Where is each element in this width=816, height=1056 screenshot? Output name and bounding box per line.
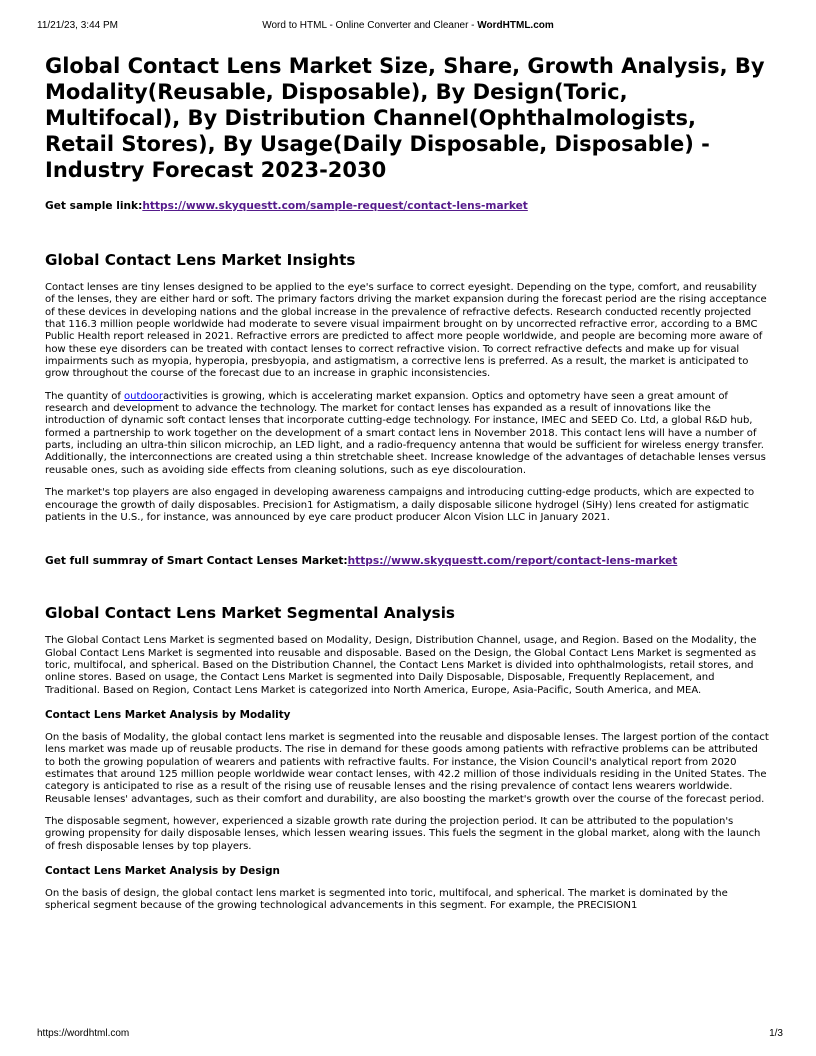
page-title-site: WordHTML.com	[477, 20, 554, 31]
document-body	[45, 53, 769, 913]
print-page-title	[0, 20, 816, 31]
insights-heading: Global Contact Lens Market Insights	[45, 251, 356, 269]
segmental-paragraph: The Global Contact Lens Market is segmented based on Modality, Design, Distribution Channel, usage, and Region. Based on the Modality, the Global Contact Lens Market is segmented into reusable and disposable. Based on the Design, the Global Contact Lens Market is segmented as toric, multifocal, and spherical. Based on the Distribution Channel, the Contact Lens Market is divided into ophthalmologists, retail stores, and online stores. Based on usage, the Contact Lens Market is segmented into Daily Disposable, Disposable, Frequently Replacement, and Traditional. Based on Region, Contact Lens Market is categorized into North America, Europe, Asia-Pacific, South America, and MEA.	[45, 635, 757, 696]
p2-text-before: The quantity of	[45, 390, 125, 402]
outdoor-link[interactable]: outdoor	[124, 390, 163, 402]
print-header	[0, 20, 816, 34]
design-paragraph: On the basis of design, the global contact lens market is segmented into toric, multifocal, and spherical. The market is dominated by the spherical segment because of the growing technological advancements in this segment. For example, the PRECISION1	[45, 888, 728, 912]
sample-link-line	[45, 199, 769, 213]
segmental-heading: Global Contact Lens Market Segmental Analysis	[45, 604, 455, 623]
print-footer-url: https://wordhtml.com	[37, 1028, 130, 1039]
summary-link-line	[45, 554, 769, 568]
summary-link-label: Get full summray of Smart Contact Lenses Market:	[45, 555, 348, 568]
print-page-count: 1/3	[769, 1028, 783, 1039]
insights-paragraph-3: The market's top players are also engaged in developing awareness campaigns and introducing cutting-edge products, which are expected to encourage the growth of daily disposables. Precision1 for Astigmatism, a daily disposable silicone hydrogel (SiHy) lens created for astigmatic patients in the U.S., for instance, was announced by eye care product producer Alcon Vision LLC in January 2021.	[45, 487, 755, 523]
p2-text-after: activities is growing, which is accelerating market expansion. Optics and optometry have seen a great amount of research and development to advance the technology. The market for contact lenses has expanded as a result of innovations like the introduction of dynamic soft contact lenses that incorporate cutting-edge technology. For instance, IMEC and SEED Co. Ltd, a global R&D hub, formed a partnership to work together on the development of a smart contact lens in November 2018. This contact lens will have a number of parts, including an ultra-thin silicon microchip, an LED light, and a radio-frequency antenna that would be sufficient for wireless energy transfer. Additionally, the interconnections are created using a thin stretchable sheet. Increase knowledge of the advantages of detachable lenses versus reusable ones, such as avoiding side effects from cleaning solutions, such as eye discolouration.	[45, 390, 766, 476]
design-heading: Contact Lens Market Analysis by Design	[45, 865, 280, 877]
insights-paragraph-2	[45, 391, 769, 477]
page-title-prefix: Word to HTML - Online Converter and Cleaner -	[262, 20, 478, 31]
sample-link-label: Get sample link:	[45, 200, 143, 212]
insights-paragraph-1: Contact lenses are tiny lenses designed to be applied to the eye's surface to correct eyesight. Depending on the type, comfort, and reusability of the lenses, they are either hard or soft. The primary factors driving the market expansion during the forecast period are the rising acceptance of these devices in developing nations and the global increase in the prevalence of refractive defects. Research conducted recently projected that 116.3 million people worldwide had moderate to severe visual impairment brought on by uncorrected refractive error, according to a BMC Public Health report released in 2021. Refractive errors are predicted to affect more people worldwide, and people are becoming more aware of how these eye disorders can be treated with contact lenses to correct refractive vision. To correct refractive defects and make up for visual impairments such as myopia, hyperopia, presbyopia, and astigmatism, a corrective lens is preferred. As a result, the market is anticipated to grow throughout the course of the forecast due to an increase in graphic inconsistencies.	[45, 282, 767, 380]
modality-paragraph-1: On the basis of Modality, the global contact lens market is segmented into the reusable and disposable lenses. The largest portion of the contact lens market was made up of reusable products. The rise in demand for these goods among patients with refractive problems can be attributed to both the growing population of wearers and patients with refractive faults. For instance, the Vision Council's analytical report from 2020 estimates that around 125 million people worldwide wear contact lenses, with 42.2 million of those individuals residing in the United States. The category is anticipated to rise as a result of the rising use of reusable lenses and the rising prevalence of contact lens wearers worldwide. Reusable lenses' advantages, such as their comfort and durability, are also boosting the market's growth over the course of the forecast period.	[45, 731, 769, 805]
modality-paragraph-2: The disposable segment, however, experienced a sizable growth rate during the projection period. It can be attributed to the population's growing propensity for daily disposable lenses, which lessen wearing issues. This fuels the segment in the global market, along with the launch of fresh disposable lenses by top players.	[45, 815, 761, 852]
summary-link[interactable]: https://www.skyquestt.com/report/contact-lens-market	[347, 555, 678, 568]
modality-heading: Contact Lens Market Analysis by Modality	[45, 708, 291, 721]
sample-link[interactable]: https://www.skyquestt.com/sample-request/contact-lens-market	[142, 200, 528, 212]
print-datetime: 11/21/23, 3:44 PM	[37, 20, 118, 31]
print-footer	[0, 1028, 816, 1042]
document-title: Global Contact Lens Market Size, Share, Growth Analysis, By Modality(Reusable, Disposable), By Design(Toric, Multifocal), By Distribution Channel(Ophthalmologists, Retail Stores), By Usage(Daily Disposable, Disposable) - Industry Forecast 2023-2030	[45, 54, 765, 182]
